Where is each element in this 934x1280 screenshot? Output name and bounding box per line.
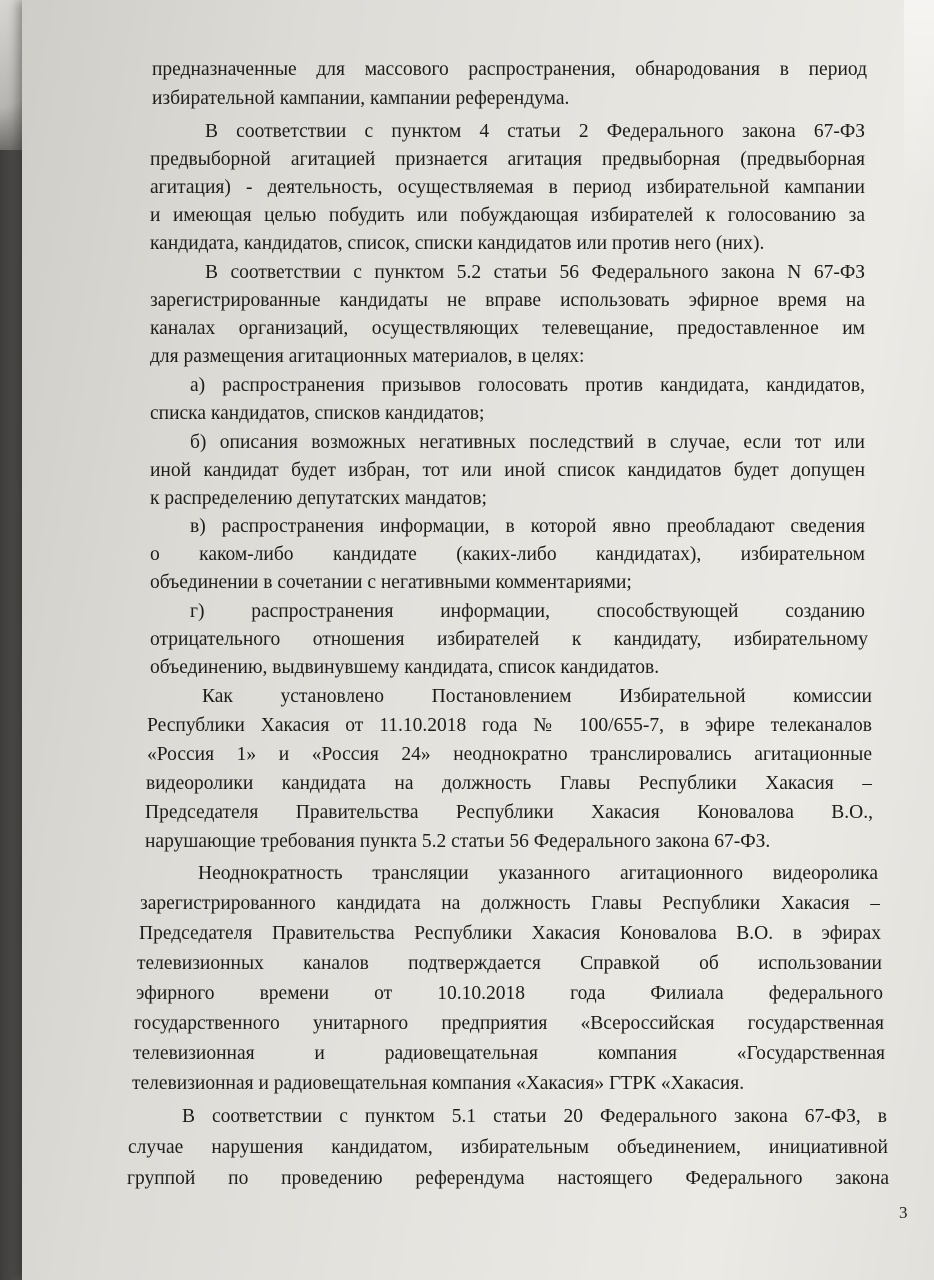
text-line: в) распространения информации, в которой явно преобладают сведения [190,516,865,537]
text-line: избирательной кампании, кампании референдума. [152,88,570,109]
text-line: эфирного времени от 10.10.2018 года Филиала федерального [136,983,883,1004]
text-line: иной кандидат будет избран, тот или иной список кандидатов будет допущен [150,460,865,481]
text-line: для размещения агитационных материалов, в целях: [150,346,585,367]
text-line: о каком-либо кандидате (каких-либо кандидатах), избирательном [150,544,865,565]
text-line: объединении в сочетании с негативными комментариями; [150,572,632,593]
text-line: отрицательного отношения избирателей к кандидату, избирательному [150,629,868,650]
text-line: телевизионных каналов подтверждается Справкой об использовании [137,953,882,974]
text-line: кандидата, кандидатов, список, списки кандидатов или против него (них). [150,233,765,254]
text-line: зарегистрированного кандидата на должность Главы Республики Хакасия – [140,893,880,914]
text-line: б) описания возможных негативных последствий в случае, если тот или [190,432,865,453]
text-line: государственного унитарного предприятия «Всероссийская государственная [134,1013,884,1034]
text-line: объединению, выдвинувшему кандидата, список кандидатов. [150,657,660,678]
text-line: Председателя Правительства Республики Хакасия Коновалова В.О. в эфирах [139,923,881,944]
text-line: В соответствии с пунктом 5.1 статьи 20 Федерального закона 67-ФЗ, в [182,1106,887,1127]
text-line: к распределению депутатских мандатов; [150,488,487,509]
text-line: группой по проведению референдума настоящего Федерального закона [127,1168,889,1189]
text-line: предназначенные для массового распространения, обнародования в период [152,59,867,80]
text-line: телевизионная и радиовещательная компания «Государственная [133,1043,885,1064]
text-line: г) распространения информации, способствующей созданию [190,601,865,622]
text-line: видеоролики кандидата на должность Главы Республики Хакасия – [146,773,872,794]
text-line: нарушающие требования пункта 5.2 статьи 56 Федерального закона 67-ФЗ. [145,831,771,852]
text-line: зарегистрированные кандидаты не вправе использовать эфирное время на [150,290,865,311]
text-line: Как установлено Постановлением Избирательной комиссии [202,686,872,707]
text-line: агитация) - деятельность, осуществляемая в период избирательной кампании [150,177,865,198]
text-line: и имеющая целью побудить или побуждающая избирателей к голосованию за [150,205,865,226]
text-line: Неоднократность трансляции указанного агитационного видеоролика [198,863,878,884]
text-line: телевизионная и радиовещательная компания «Хакасия» ГТРК «Хакасия. [132,1073,745,1094]
text-line: Республики Хакасия от 11.10.2018 года № 100/655-7, в эфире телеканалов [147,715,872,736]
text-line: предвыборной агитацией признается агитация предвыборная (предвыборная [150,149,865,170]
text-line: В соответствии с пунктом 5.2 статьи 56 Федерального закона N 67-ФЗ [205,262,865,283]
text-line: В соответствии с пунктом 4 статьи 2 Федерального закона 67-ФЗ [205,121,865,142]
text-line: случае нарушения кандидатом, избирательным объединением, инициативной [128,1137,888,1158]
text-line: Председателя Правительства Республики Хакасия Коновалова В.О., [145,802,873,823]
text-line: а) распространения призывов голосовать против кандидата, кандидатов, [190,375,865,396]
page-number: 3 [899,1203,908,1222]
text-line: «Россия 1» и «Россия 24» неоднократно транслировались агитационные [147,744,872,765]
text-line: каналах организаций, осуществляющих телевещание, предоставленное им [150,318,865,339]
text-line: списка кандидатов, списков кандидатов; [150,403,485,424]
